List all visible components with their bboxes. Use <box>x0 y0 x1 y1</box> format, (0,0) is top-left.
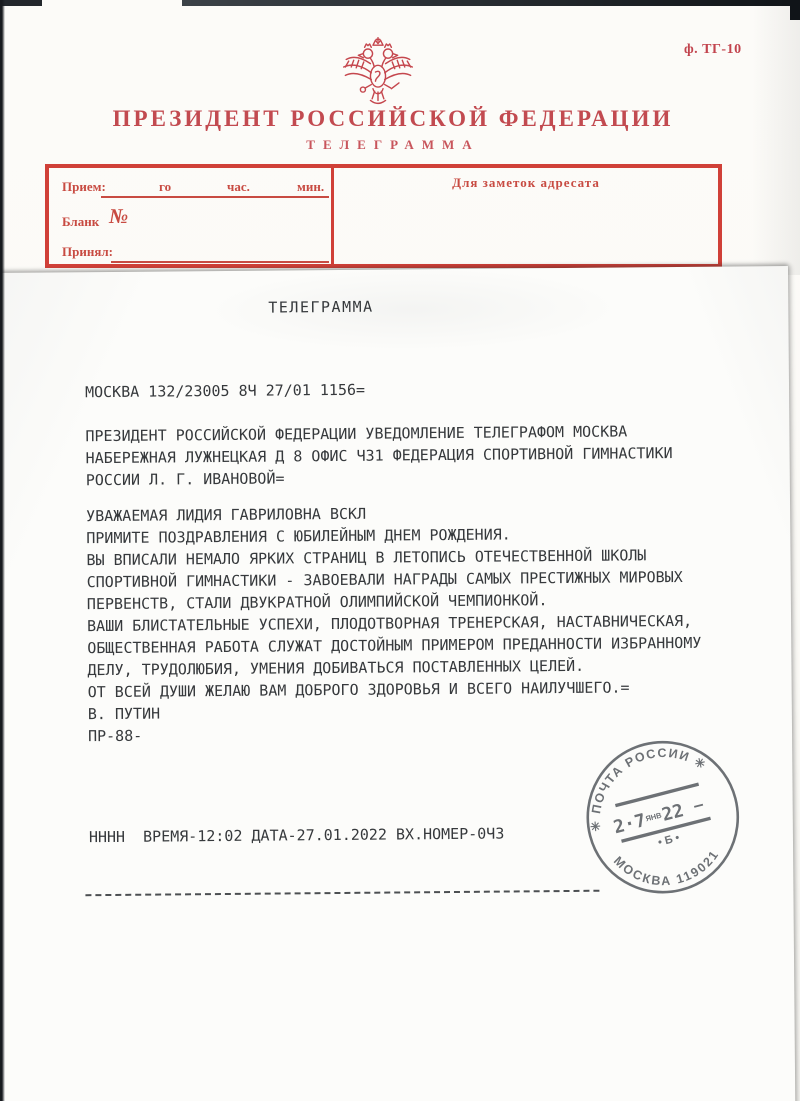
letterhead-title: ПРЕЗИДЕНТ РОССИЙСКОЙ ФЕДЕРАЦИИ <box>112 106 674 131</box>
russia-coat-of-arms-icon <box>335 36 421 108</box>
postmark-year: 22 <box>659 800 687 826</box>
form-code: ф. ТГ-10 <box>684 42 742 57</box>
telegram-service-line: НННН ВРЕМЯ-12:02 ДАТА-27.01.2022 ВХ.НОМЕР-0Ч3 <box>88 824 505 847</box>
body-line: ВАШИ БЛИСТАТЕЛЬНЫЕ УСПЕХИ, ПЛОДОТВОРНАЯ ТРЕНЕРСКАЯ, НАСТАВНИЧЕСКАЯ, <box>87 611 693 636</box>
address-line: ПРЕЗИДЕНТ РОССИЙСКОЙ ФЕДЕРАЦИИ УВЕДОМЛЕНИЕ ТЕЛЕГРАФОМ МОСКВА <box>85 422 628 446</box>
telegram-origin-line: МОСКВА 132/23005 8Ч 27/01 1156= <box>84 380 366 402</box>
telegram-form-box <box>45 164 722 268</box>
receive-fill-line <box>101 178 329 198</box>
postmark-dash: – <box>691 795 705 815</box>
address-line: РОССИИ Л. Г. ИВАНОВОЙ= <box>85 469 285 490</box>
body-line: СПОРТИВНОЙ ГИМНАСТИКИ - ЗАВОЕВАЛИ НАГРАДЫ САМЫХ ПРЕСТИЖНЫХ МИРОВЫХ <box>86 567 683 592</box>
form-receive-cell <box>49 168 334 264</box>
telegram-body-block <box>86 500 702 747</box>
scan-edge-left <box>0 0 5 1101</box>
telegram-address-block <box>85 420 673 491</box>
accepted-fill-line <box>111 243 329 263</box>
postmark-top-arc: ✳ ПОЧТА РОССИИ ✳ <box>588 745 710 832</box>
letterhead-subtitle: ТЕЛЕГРАММА <box>306 137 480 152</box>
body-line: ПЕРВЕНСТВ, СТАЛИ ДВУКРАТНОЙ ОЛИМПИЙСКОЙ ЧЕМПИОНКОЙ. <box>86 591 548 614</box>
scan-edge-top-left <box>0 0 42 6</box>
scan-edge-top <box>182 0 800 6</box>
label-year-suffix: го <box>159 179 172 194</box>
postmark-bottom-arc: МОСКВА 119021 <box>610 846 723 889</box>
body-line: ОБЩЕСТВЕННАЯ РАБОТА СЛУЖАТ ДОСТОЙНЫМ ПРИМЕРОМ ПРЕДАННОСТИ ИЗБРАННОМУ <box>87 633 702 658</box>
telegram-heading: ТЕЛЕГРАММА <box>268 297 374 317</box>
address-line: НАБЕРЕЖНАЯ ЛУЖНЕЦКАЯ Д 8 ОФИС Ч31 ФЕДЕРАЦИЯ СПОРТИВНОЙ ГИМНАСТИКИ <box>85 444 673 468</box>
body-line: УВАЖАЕМАЯ ЛИДИЯ ГАВРИЛОВНА ВСКЛ <box>86 504 367 526</box>
body-line: ПРИМИТЕ ПОЗДРАВЛЕНИЯ С ЮБИЛЕЙНЫМ ДНЕМ РОЖДЕНИЯ. <box>86 525 511 548</box>
number-sign: № <box>109 204 129 228</box>
label-accepted: Принял: <box>62 244 113 259</box>
tear-off-dashed-line <box>85 890 599 896</box>
body-line: ОТ ВСЕЙ ДУШИ ЖЕЛАЮ ВАМ ДОБРОГО ЗДОРОВЬЯ И ВСЕГО НАИЛУЧШЕГО.= <box>87 678 630 702</box>
postmark-sorting-letter: • Б • <box>656 831 681 849</box>
scan-edge-top-right <box>790 0 800 20</box>
body-line: ВЫ ВПИСАЛИ НЕМАЛО ЯРКИХ СТРАНИЦ В ЛЕТОПИСЬ ОТЕЧЕСТВЕННОЙ ШКОЛЫ <box>86 546 647 570</box>
body-line: ДЕЛУ, ТРУДОЛЮБИЯ, УМЕНИЯ ДОБИВАТЬСЯ ПОСТАВЛЕННЫХ ЦЕЛЕЙ. <box>87 656 585 680</box>
form-notes-cell <box>334 168 718 264</box>
postmark-stamp <box>565 720 760 915</box>
reference-line: ПР-88- <box>87 726 143 746</box>
telegram-sheet <box>0 266 795 1101</box>
postmark-month: ЯНВ <box>644 810 663 824</box>
signature-line: В. ПУТИН <box>87 704 161 724</box>
label-minute: мин. <box>297 179 325 194</box>
label-hour: час. <box>227 179 250 194</box>
postmark-day: 2·7 <box>611 809 649 839</box>
label-blank: Бланк <box>62 214 100 229</box>
label-receive: Прием: <box>62 179 106 194</box>
label-addressee-notes: Для заметок адресата <box>452 175 600 190</box>
